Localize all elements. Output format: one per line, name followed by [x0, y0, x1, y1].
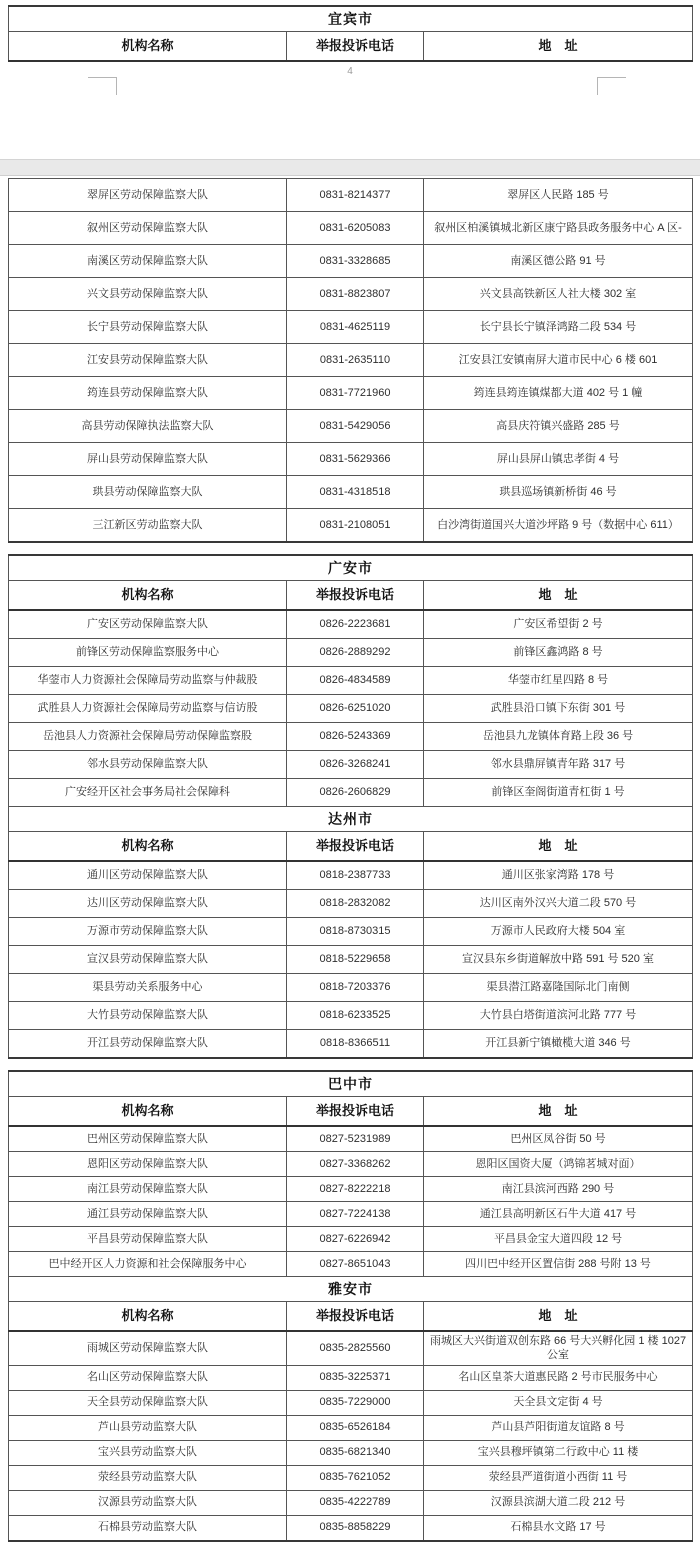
org-name-cell: 屏山县劳动保障监察大队: [9, 443, 287, 476]
table-row: [9, 861, 693, 890]
org-name-cell: 万源市劳动保障监察大队: [9, 918, 287, 946]
city-title-bazhong: 巴中市: [9, 1071, 693, 1097]
crop-mark-left-icon: [88, 77, 117, 95]
table-row: [9, 1515, 693, 1541]
address-cell: 华蓥市红星四路 8 号: [424, 667, 693, 695]
address-cell: 汉源县滨湖大道二段 212 号: [424, 1490, 693, 1515]
phone-cell: 0827-7224138: [287, 1202, 424, 1227]
table-row: [9, 1465, 693, 1490]
phone-cell: 0835-3225371: [287, 1365, 424, 1390]
table-row: [9, 779, 693, 807]
phone-cell: 0835-2825560: [287, 1331, 424, 1365]
org-name-cell: 华蓥市人力资源社会保障局劳动监察与仲裁股: [9, 667, 287, 695]
yibin-table-head: [8, 5, 693, 62]
org-name-cell: 江安县劳动保障监察大队: [9, 344, 287, 377]
org-name-cell: 广安区劳动保障监察大队: [9, 610, 287, 639]
table-row: [9, 1126, 693, 1152]
table-row: [9, 918, 693, 946]
city-title-row: [9, 1071, 693, 1097]
org-name-cell: 前锋区劳动保障监察服务中心: [9, 639, 287, 667]
org-name-cell: 南江县劳动保障监察大队: [9, 1177, 287, 1202]
table-gap: [8, 543, 692, 554]
col-header-org-name: 机构名称: [9, 32, 287, 62]
bazhong-rows: [9, 1126, 693, 1277]
address-cell: 岳池县九龙镇体育路上段 36 号: [424, 723, 693, 751]
col-header-address: 地 址: [424, 832, 693, 862]
table-row: [9, 1002, 693, 1030]
address-cell: 达川区南外汉兴大道二段 570 号: [424, 890, 693, 918]
col-header-phone: 举报投诉电话: [287, 1302, 424, 1332]
phone-cell: 0831-6205083: [287, 212, 424, 245]
phone-cell: 0826-2889292: [287, 639, 424, 667]
address-cell: 南江县滨河西路 290 号: [424, 1177, 693, 1202]
org-name-cell: 邻水县劳动保障监察大队: [9, 751, 287, 779]
table-row: [9, 751, 693, 779]
org-name-cell: 名山区劳动保障监察大队: [9, 1365, 287, 1390]
org-name-cell: 恩阳区劳动保障监察大队: [9, 1152, 287, 1177]
table-row: [9, 1202, 693, 1227]
phone-cell: 0827-3368262: [287, 1152, 424, 1177]
crop-mark-right-icon: [597, 77, 626, 95]
phone-cell: 0827-5231989: [287, 1126, 424, 1152]
org-name-cell: 渠县劳动关系服务中心: [9, 974, 287, 1002]
address-cell: 石棉县水文路 17 号: [424, 1515, 693, 1541]
address-cell: 邻水县鼎屏镇青年路 317 号: [424, 751, 693, 779]
city-title-row: [9, 1277, 693, 1302]
org-name-cell: 翠屏区劳动保障监察大队: [9, 179, 287, 212]
table-row: [9, 946, 693, 974]
phone-cell: 0818-5229658: [287, 946, 424, 974]
address-cell: 江安县江安镇南屏大道市民中心 6 楼 601: [424, 344, 693, 377]
col-header-phone: 举报投诉电话: [287, 32, 424, 62]
address-cell: 叙州区柏溪镇城北新区康宁路县政务服务中心 A 区-: [424, 212, 693, 245]
address-cell: 平昌县金宝大道四段 12 号: [424, 1227, 693, 1252]
page-separator-bar: [0, 159, 700, 176]
guangan-dazhou-table: [8, 554, 693, 1059]
table-row: [9, 179, 693, 212]
phone-cell: 0827-8651043: [287, 1252, 424, 1277]
phone-cell: 0835-7229000: [287, 1390, 424, 1415]
col-header-org-name: 机构名称: [9, 1302, 287, 1332]
address-cell: 翠屏区人民路 185 号: [424, 179, 693, 212]
org-name-cell: 宣汉县劳动保障监察大队: [9, 946, 287, 974]
page-number: 4: [347, 66, 353, 77]
address-cell: 宣汉县东乡街道解放中路 591 号 520 室: [424, 946, 693, 974]
city-title-guangan: 广安市: [9, 555, 693, 581]
table-row: [9, 610, 693, 639]
address-cell: 通川区张家湾路 178 号: [424, 861, 693, 890]
table-row: [9, 278, 693, 311]
address-cell: 名山区皇茶大道惠民路 2 号市民服务中心: [424, 1365, 693, 1390]
phone-cell: 0831-8214377: [287, 179, 424, 212]
phone-cell: 0831-2108051: [287, 509, 424, 543]
org-name-cell: 巴中经开区人力资源和社会保障服务中心: [9, 1252, 287, 1277]
org-name-cell: 通川区劳动保障监察大队: [9, 861, 287, 890]
phone-cell: 0835-6526184: [287, 1415, 424, 1440]
address-cell: 白沙湾街道国兴大道沙坪路 9 号（数据中心 611）: [424, 509, 693, 543]
org-name-cell: 武胜县人力资源社会保障局劳动监察与信访股: [9, 695, 287, 723]
address-cell: 宝兴县穆坪镇第二行政中心 11 楼: [424, 1440, 693, 1465]
table-row: [9, 974, 693, 1002]
column-header-row: [9, 1097, 693, 1127]
column-header-row: [9, 1302, 693, 1332]
address-cell: 南溪区德公路 91 号: [424, 245, 693, 278]
address-cell: 芦山县芦阳街道友谊路 8 号: [424, 1415, 693, 1440]
guangan-rows: [9, 610, 693, 807]
phone-cell: 0818-2387733: [287, 861, 424, 890]
col-header-address: 地 址: [424, 1097, 693, 1127]
table-row: [9, 1440, 693, 1465]
table-row: [9, 1365, 693, 1390]
phone-cell: 0818-6233525: [287, 1002, 424, 1030]
table-row: [9, 1252, 693, 1277]
page-break-zone: [0, 62, 700, 178]
phone-cell: 0826-2606829: [287, 779, 424, 807]
phone-cell: 0835-6821340: [287, 1440, 424, 1465]
bazhong-yaan-table: [8, 1070, 693, 1542]
col-header-address: 地 址: [424, 32, 693, 62]
org-name-cell: 高县劳动保障执法监察大队: [9, 410, 287, 443]
org-name-cell: 石棉县劳动监察大队: [9, 1515, 287, 1541]
phone-cell: 0831-4625119: [287, 311, 424, 344]
address-cell: 筠连县筠连镇煤都大道 402 号 1 幢: [424, 377, 693, 410]
org-name-cell: 开江县劳动保障监察大队: [9, 1030, 287, 1059]
table-row: [9, 509, 693, 543]
address-cell: 高县庆符镇兴盛路 285 号: [424, 410, 693, 443]
table-row: [9, 443, 693, 476]
address-cell: 雨城区大兴街道双创东路 66 号大兴孵化园 1 楼 1027 公室: [424, 1331, 693, 1365]
org-name-cell: 巴州区劳动保障监察大队: [9, 1126, 287, 1152]
org-name-cell: 达川区劳动保障监察大队: [9, 890, 287, 918]
table-row: [9, 1030, 693, 1059]
phone-cell: 0831-4318518: [287, 476, 424, 509]
phone-cell: 0826-2223681: [287, 610, 424, 639]
phone-cell: 0835-4222789: [287, 1490, 424, 1515]
city-title-row: [9, 555, 693, 581]
table-row: [9, 1177, 693, 1202]
address-cell: 天全县文定街 4 号: [424, 1390, 693, 1415]
phone-cell: 0827-8222218: [287, 1177, 424, 1202]
phone-cell: 0831-5629366: [287, 443, 424, 476]
address-cell: 珙县巡场镇新桥街 46 号: [424, 476, 693, 509]
address-cell: 恩阳区国资大厦（鸿锦茗城对面）: [424, 1152, 693, 1177]
table-row: [9, 245, 693, 278]
org-name-cell: 平昌县劳动保障监察大队: [9, 1227, 287, 1252]
dazhou-rows: [9, 861, 693, 1058]
org-name-cell: 芦山县劳动监察大队: [9, 1415, 287, 1440]
table-row: [9, 639, 693, 667]
phone-cell: 0835-7621052: [287, 1465, 424, 1490]
org-name-cell: 珙县劳动保障监察大队: [9, 476, 287, 509]
org-name-cell: 三江新区劳动监察大队: [9, 509, 287, 543]
table-row: [9, 476, 693, 509]
col-header-org-name: 机构名称: [9, 1097, 287, 1127]
phone-cell: 0818-8730315: [287, 918, 424, 946]
address-cell: 长宁县长宁镇泽鸿路二段 534 号: [424, 311, 693, 344]
org-name-cell: 岳池县人力资源社会保障局劳动保障监察股: [9, 723, 287, 751]
column-header-row: [9, 832, 693, 862]
phone-cell: 0827-6226942: [287, 1227, 424, 1252]
address-cell: 广安区希望街 2 号: [424, 610, 693, 639]
org-name-cell: 长宁县劳动保障监察大队: [9, 311, 287, 344]
col-header-phone: 举报投诉电话: [287, 1097, 424, 1127]
yibin-rows: [9, 179, 693, 543]
org-name-cell: 广安经开区社会事务局社会保障科: [9, 779, 287, 807]
table-row: [9, 890, 693, 918]
table-row: [9, 1331, 693, 1365]
org-name-cell: 叙州区劳动保障监察大队: [9, 212, 287, 245]
col-header-org-name: 机构名称: [9, 581, 287, 611]
org-name-cell: 天全县劳动保障监察大队: [9, 1390, 287, 1415]
address-cell: 大竹县白塔街道滨河北路 777 号: [424, 1002, 693, 1030]
address-cell: 开江县新宁镇橄榄大道 346 号: [424, 1030, 693, 1059]
phone-cell: 0835-8858229: [287, 1515, 424, 1541]
city-title-row: [9, 807, 693, 832]
address-cell: 前锋区奎阁街道青杠街 1 号: [424, 779, 693, 807]
table-row: [9, 1390, 693, 1415]
col-header-org-name: 机构名称: [9, 832, 287, 862]
address-cell: 四川巴中经开区置信街 288 号附 13 号: [424, 1252, 693, 1277]
address-cell: 武胜县沿口镇下东街 301 号: [424, 695, 693, 723]
table-row: [9, 410, 693, 443]
phone-cell: 0826-3268241: [287, 751, 424, 779]
phone-cell: 0818-7203376: [287, 974, 424, 1002]
table-row: [9, 667, 693, 695]
address-cell: 通江县高明新区石牛大道 417 号: [424, 1202, 693, 1227]
address-cell: 兴文县高铁新区人社大楼 302 室: [424, 278, 693, 311]
table-row: [9, 311, 693, 344]
org-name-cell: 宝兴县劳动监察大队: [9, 1440, 287, 1465]
table-row: [9, 344, 693, 377]
table-row: [9, 723, 693, 751]
phone-cell: 0831-7721960: [287, 377, 424, 410]
address-cell: 前锋区鑫鸿路 8 号: [424, 639, 693, 667]
col-header-phone: 举报投诉电话: [287, 581, 424, 611]
org-name-cell: 兴文县劳动保障监察大队: [9, 278, 287, 311]
city-title-row: [9, 6, 693, 32]
address-cell: 荥经县严道街道小西街 11 号: [424, 1465, 693, 1490]
col-header-phone: 举报投诉电话: [287, 832, 424, 862]
phone-cell: 0818-8366511: [287, 1030, 424, 1059]
org-name-cell: 南溪区劳动保障监察大队: [9, 245, 287, 278]
city-title-yaan: 雅安市: [9, 1277, 693, 1302]
col-header-address: 地 址: [424, 581, 693, 611]
table-row: [9, 1490, 693, 1515]
phone-cell: 0831-3328685: [287, 245, 424, 278]
org-name-cell: 雨城区劳动保障监察大队: [9, 1331, 287, 1365]
yaan-rows: [9, 1331, 693, 1541]
org-name-cell: 筠连县劳动保障监察大队: [9, 377, 287, 410]
phone-cell: 0826-4834589: [287, 667, 424, 695]
address-cell: 万源市人民政府大楼 504 室: [424, 918, 693, 946]
phone-cell: 0831-8823807: [287, 278, 424, 311]
city-title-dazhou: 达州市: [9, 807, 693, 832]
address-cell: 巴州区凤谷街 50 号: [424, 1126, 693, 1152]
phone-cell: 0818-2832082: [287, 890, 424, 918]
phone-cell: 0826-5243369: [287, 723, 424, 751]
yibin-table-rows: [8, 178, 693, 543]
table-row: [9, 1415, 693, 1440]
table-row: [9, 1152, 693, 1177]
address-cell: 屏山县屏山镇忠孝街 4 号: [424, 443, 693, 476]
org-name-cell: 汉源县劳动监察大队: [9, 1490, 287, 1515]
table-row: [9, 377, 693, 410]
column-header-row: [9, 581, 693, 611]
org-name-cell: 荥经县劳动监察大队: [9, 1465, 287, 1490]
org-name-cell: 大竹县劳动保障监察大队: [9, 1002, 287, 1030]
org-name-cell: 通江县劳动保障监察大队: [9, 1202, 287, 1227]
column-header-row: [9, 32, 693, 62]
phone-cell: 0826-6251020: [287, 695, 424, 723]
address-cell: 渠县潜江路嘉隆国际北门南侧: [424, 974, 693, 1002]
phone-cell: 0831-5429056: [287, 410, 424, 443]
phone-cell: 0831-2635110: [287, 344, 424, 377]
city-title-yibin: 宜宾市: [9, 6, 693, 32]
table-gap: [8, 1059, 692, 1070]
table-row: [9, 1227, 693, 1252]
col-header-address: 地 址: [424, 1302, 693, 1332]
table-row: [9, 695, 693, 723]
table-row: [9, 212, 693, 245]
